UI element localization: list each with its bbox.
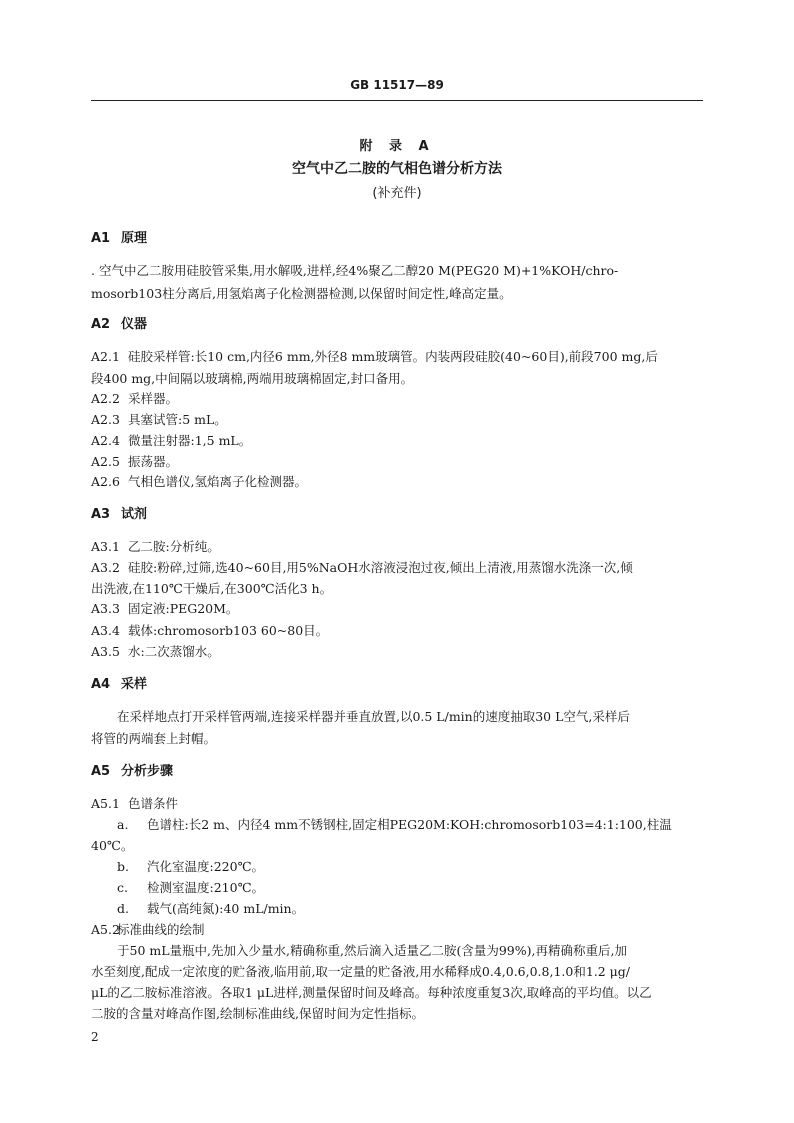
section-number: A5 [91,764,111,779]
section-number: A1 [91,231,111,246]
section-title: 试剂 [121,507,148,522]
item-number: A3.3 [91,601,120,616]
list-item [91,347,658,367]
item-text: 标准曲线的绘制 [117,922,205,937]
item-text: 载气(高纯氮):40 mL/min。 [147,901,305,916]
section-heading-a2 [91,315,147,335]
item-number: A2.3 [91,412,120,427]
item-text: 40℃。 [91,838,134,853]
item-text: 固定液:PEG20M。 [128,601,239,616]
item-number: A3.2 [91,560,120,575]
header-rule [91,100,703,101]
item-text: 振荡器。 [128,454,179,469]
item-text: 具塞试管:5 mL。 [128,412,227,427]
subsection-heading [91,794,178,814]
item-text: 气相色谱仪,氢焰离子化检测器。 [128,474,307,489]
item-text: 硅胶采样管:长10 cm,内径6 mm,外径8 mm玻璃管。内装两段硅胶(40~60目),前段700 mg,后 [128,349,658,364]
list-item [91,410,227,430]
item-text: 采样器。 [128,391,179,406]
section-title: 原理 [121,231,148,246]
appendix-note: (补充件) [372,186,422,201]
paragraph-line: 二胺的含量对峰高作图,绘制标准曲线,保留时间为定性指标。 [91,1006,424,1021]
paragraph-line: . 空气中乙二胺用硅胶管采集,用水解吸,进样,经4%聚乙二醇20 M(PEG20 M)+1%KOH/chro- [91,263,619,278]
section-heading-a5 [91,762,173,782]
item-number: A5.1 [91,796,120,811]
section-title: 仪器 [121,317,148,332]
item-marker: b. [117,859,129,874]
item-text: 汽化室温度:220℃。 [147,859,265,874]
item-number: A2.5 [91,454,120,469]
condition-item [117,878,264,898]
item-number: A3.4 [91,623,120,638]
item-text: 载体:chromosorb103 60~80目。 [128,623,329,638]
item-text: 乙二胺:分析纯。 [128,539,220,554]
list-item [91,452,178,472]
section-heading-a3 [91,505,147,525]
section-title: 分析步骤 [121,764,174,779]
list-item [91,389,178,409]
paragraph-line: μL的乙二胺标准溶液。各取1 μL进样,测量保留时间及峰高。每种浓度重复3次,取峰高的平均值。以乙 [91,985,652,1000]
section-heading-a1 [91,229,147,249]
list-item [91,558,633,578]
section-title: 采样 [121,677,148,692]
subsection-heading [91,920,205,940]
section-heading-a4 [91,675,147,695]
item-text: 硅胶:粉碎,过筛,选40~60目,用5%NaOH水溶液浸泡过夜,倾出上清液,用蒸馏水洗涤一次,倾 [128,560,633,575]
item-marker: d. [117,901,129,916]
item-number: A2.2 [91,391,120,406]
item-number: A3.1 [91,539,120,554]
paragraph-line: mosorb103柱分离后,用氢焰离子化检测器检测,以保留时间定性,峰高定量。 [91,286,512,301]
paragraph-line: 将管的两端套上封帽。 [91,731,217,746]
paragraph-line: 在采样地点打开采样管两端,连接采样器并垂直放置,以0.5 L/min的速度抽取30 L空气,采样后 [117,709,630,724]
item-number: A2.6 [91,474,120,489]
page-number: 2 [91,1030,99,1044]
page-header: GB 11517—89 [350,78,444,92]
paragraph-line: 水至刻度,配成一定浓度的贮备液,临用前,取一定量的贮备液,用水稀释成0.4,0.6,0.8,1.0和1.2 μg/ [91,964,631,979]
section-number: A3 [91,507,111,522]
list-item [91,472,307,492]
item-number: A2.4 [91,433,120,448]
condition-item [117,857,264,877]
item-text: 段400 mg,中间隔以玻璃棉,两端用玻璃棉固定,封口备用。 [91,371,414,386]
item-text: 色谱条件 [128,796,179,811]
list-item [91,537,220,557]
item-text: 微量注射器:1,5 mL。 [128,433,252,448]
list-item [91,579,332,599]
list-item [91,621,328,641]
item-text: 检测室温度:210℃。 [147,880,265,895]
item-number: A3.5 [91,644,120,659]
item-text: 出洗液,在110℃干燥后,在300℃活化3 h。 [91,581,333,596]
paragraph-line: 于50 mL量瓶中,先加入少量水,精确称重,然后滴入适量乙二胺(含量为99%),再精确称重后,加 [117,943,627,958]
item-text: 色谱柱:长2 m、内径4 mm不锈钢柱,固定相PEG20M:KOH:chromosorb103=4:1:100,柱温 [147,817,672,832]
list-item [91,642,220,662]
item-marker: c. [117,880,128,895]
list-item [91,431,251,451]
condition-item [117,899,304,919]
list-item [91,599,238,619]
appendix-label: 附 录 A [359,139,435,154]
item-text: 水:二次蒸馏水。 [128,644,220,659]
list-item [91,369,413,389]
section-number: A2 [91,317,111,332]
item-marker: a. [117,817,129,832]
appendix-title: 空气中乙二胺的气相色谱分析方法 [292,161,502,177]
item-number: A5.2 [91,922,120,937]
condition-item [91,836,133,856]
condition-item [117,815,672,835]
section-number: A4 [91,677,111,692]
item-number: A2.1 [91,349,120,364]
